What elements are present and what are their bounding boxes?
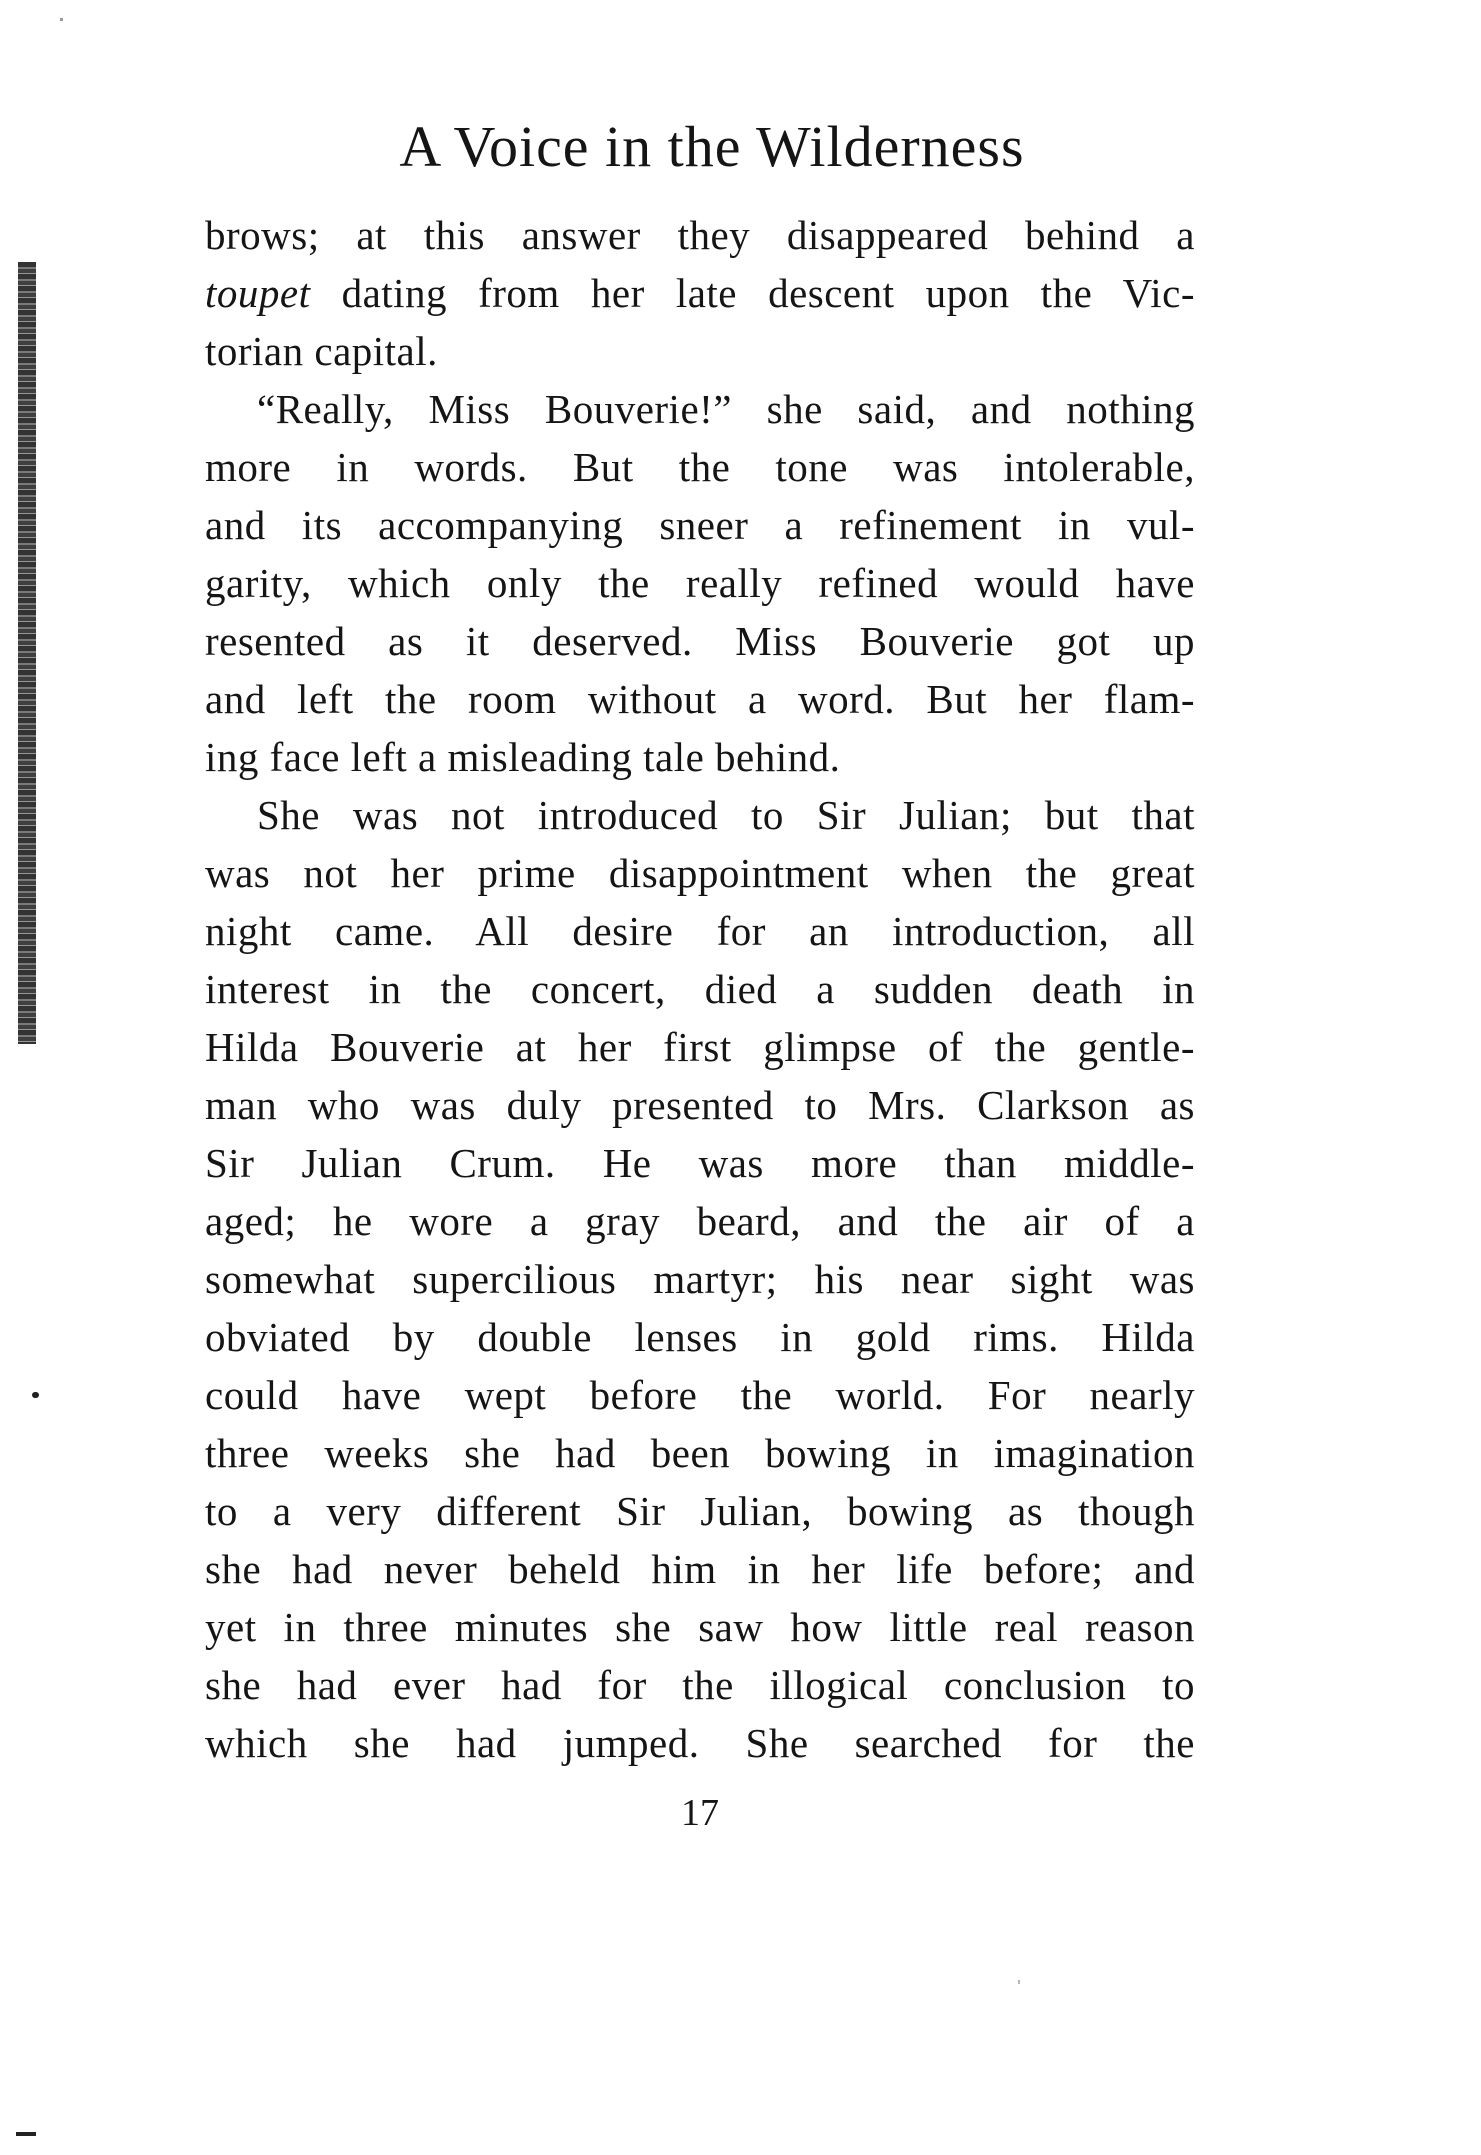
text-line: she had ever had for the illogical conclusion to (205, 1662, 1195, 1708)
page-number: 17 (681, 1792, 719, 1834)
text-line: obviated by double lenses in gold rims. Hilda (205, 1314, 1195, 1360)
text-line: toupet dating from her late descent upon the Vic- (205, 270, 1195, 316)
running-title: A Voice in the Wilderness (399, 114, 1025, 179)
text-line: more in words. But the tone was intolerable, (205, 444, 1195, 490)
text-line: garity, which only the really refined would have (205, 560, 1195, 606)
text-line: man who was duly presented to Mrs. Clarkson as (205, 1082, 1195, 1128)
text-line: brows; at this answer they disappeared behind a (205, 212, 1195, 258)
ink-speck (1018, 1980, 1020, 1984)
text-line: resented as it deserved. Miss Bouverie got up (205, 618, 1195, 664)
text-line: ing face left a misleading tale behind. (205, 734, 841, 780)
text-line: torian capital. (205, 328, 438, 374)
body-text (205, 206, 1195, 1772)
text-line: Sir Julian Crum. He was more than middle- (205, 1140, 1195, 1186)
text-line: and left the room without a word. But her flam- (205, 676, 1195, 722)
ink-speck (16, 2132, 36, 2136)
text-line: she had never beheld him in her life before; and (205, 1546, 1195, 1592)
text-line: three weeks she had been bowing in imagination (205, 1430, 1195, 1476)
text-line: interest in the concert, died a sudden death in (205, 966, 1195, 1012)
text-line: could have wept before the world. For nearly (205, 1372, 1195, 1418)
text-line: was not her prime disappointment when the great (205, 850, 1195, 896)
text-line: yet in three minutes she saw how little real reason (205, 1604, 1195, 1650)
text-line: She was not introduced to Sir Julian; but that (257, 792, 1195, 838)
ink-speck (60, 18, 63, 21)
text-line: “Really, Miss Bouverie!” she said, and nothing (257, 386, 1195, 432)
text-line: and its accompanying sneer a refinement in vul- (205, 502, 1195, 548)
italic-word: toupet (205, 270, 311, 316)
text-line: to a very different Sir Julian, bowing as though (205, 1488, 1195, 1534)
binding-edge (18, 262, 36, 1044)
text-line: somewhat supercilious martyr; his near sight was (205, 1256, 1195, 1302)
ink-speck (32, 1392, 39, 1398)
text-line: night came. All desire for an introduction, all (205, 908, 1195, 954)
text-line: Hilda Bouverie at her first glimpse of the gentle- (205, 1024, 1195, 1070)
text-line: which she had jumped. She searched for the (205, 1720, 1195, 1766)
text-line: aged; he wore a gray beard, and the air of a (205, 1198, 1195, 1244)
